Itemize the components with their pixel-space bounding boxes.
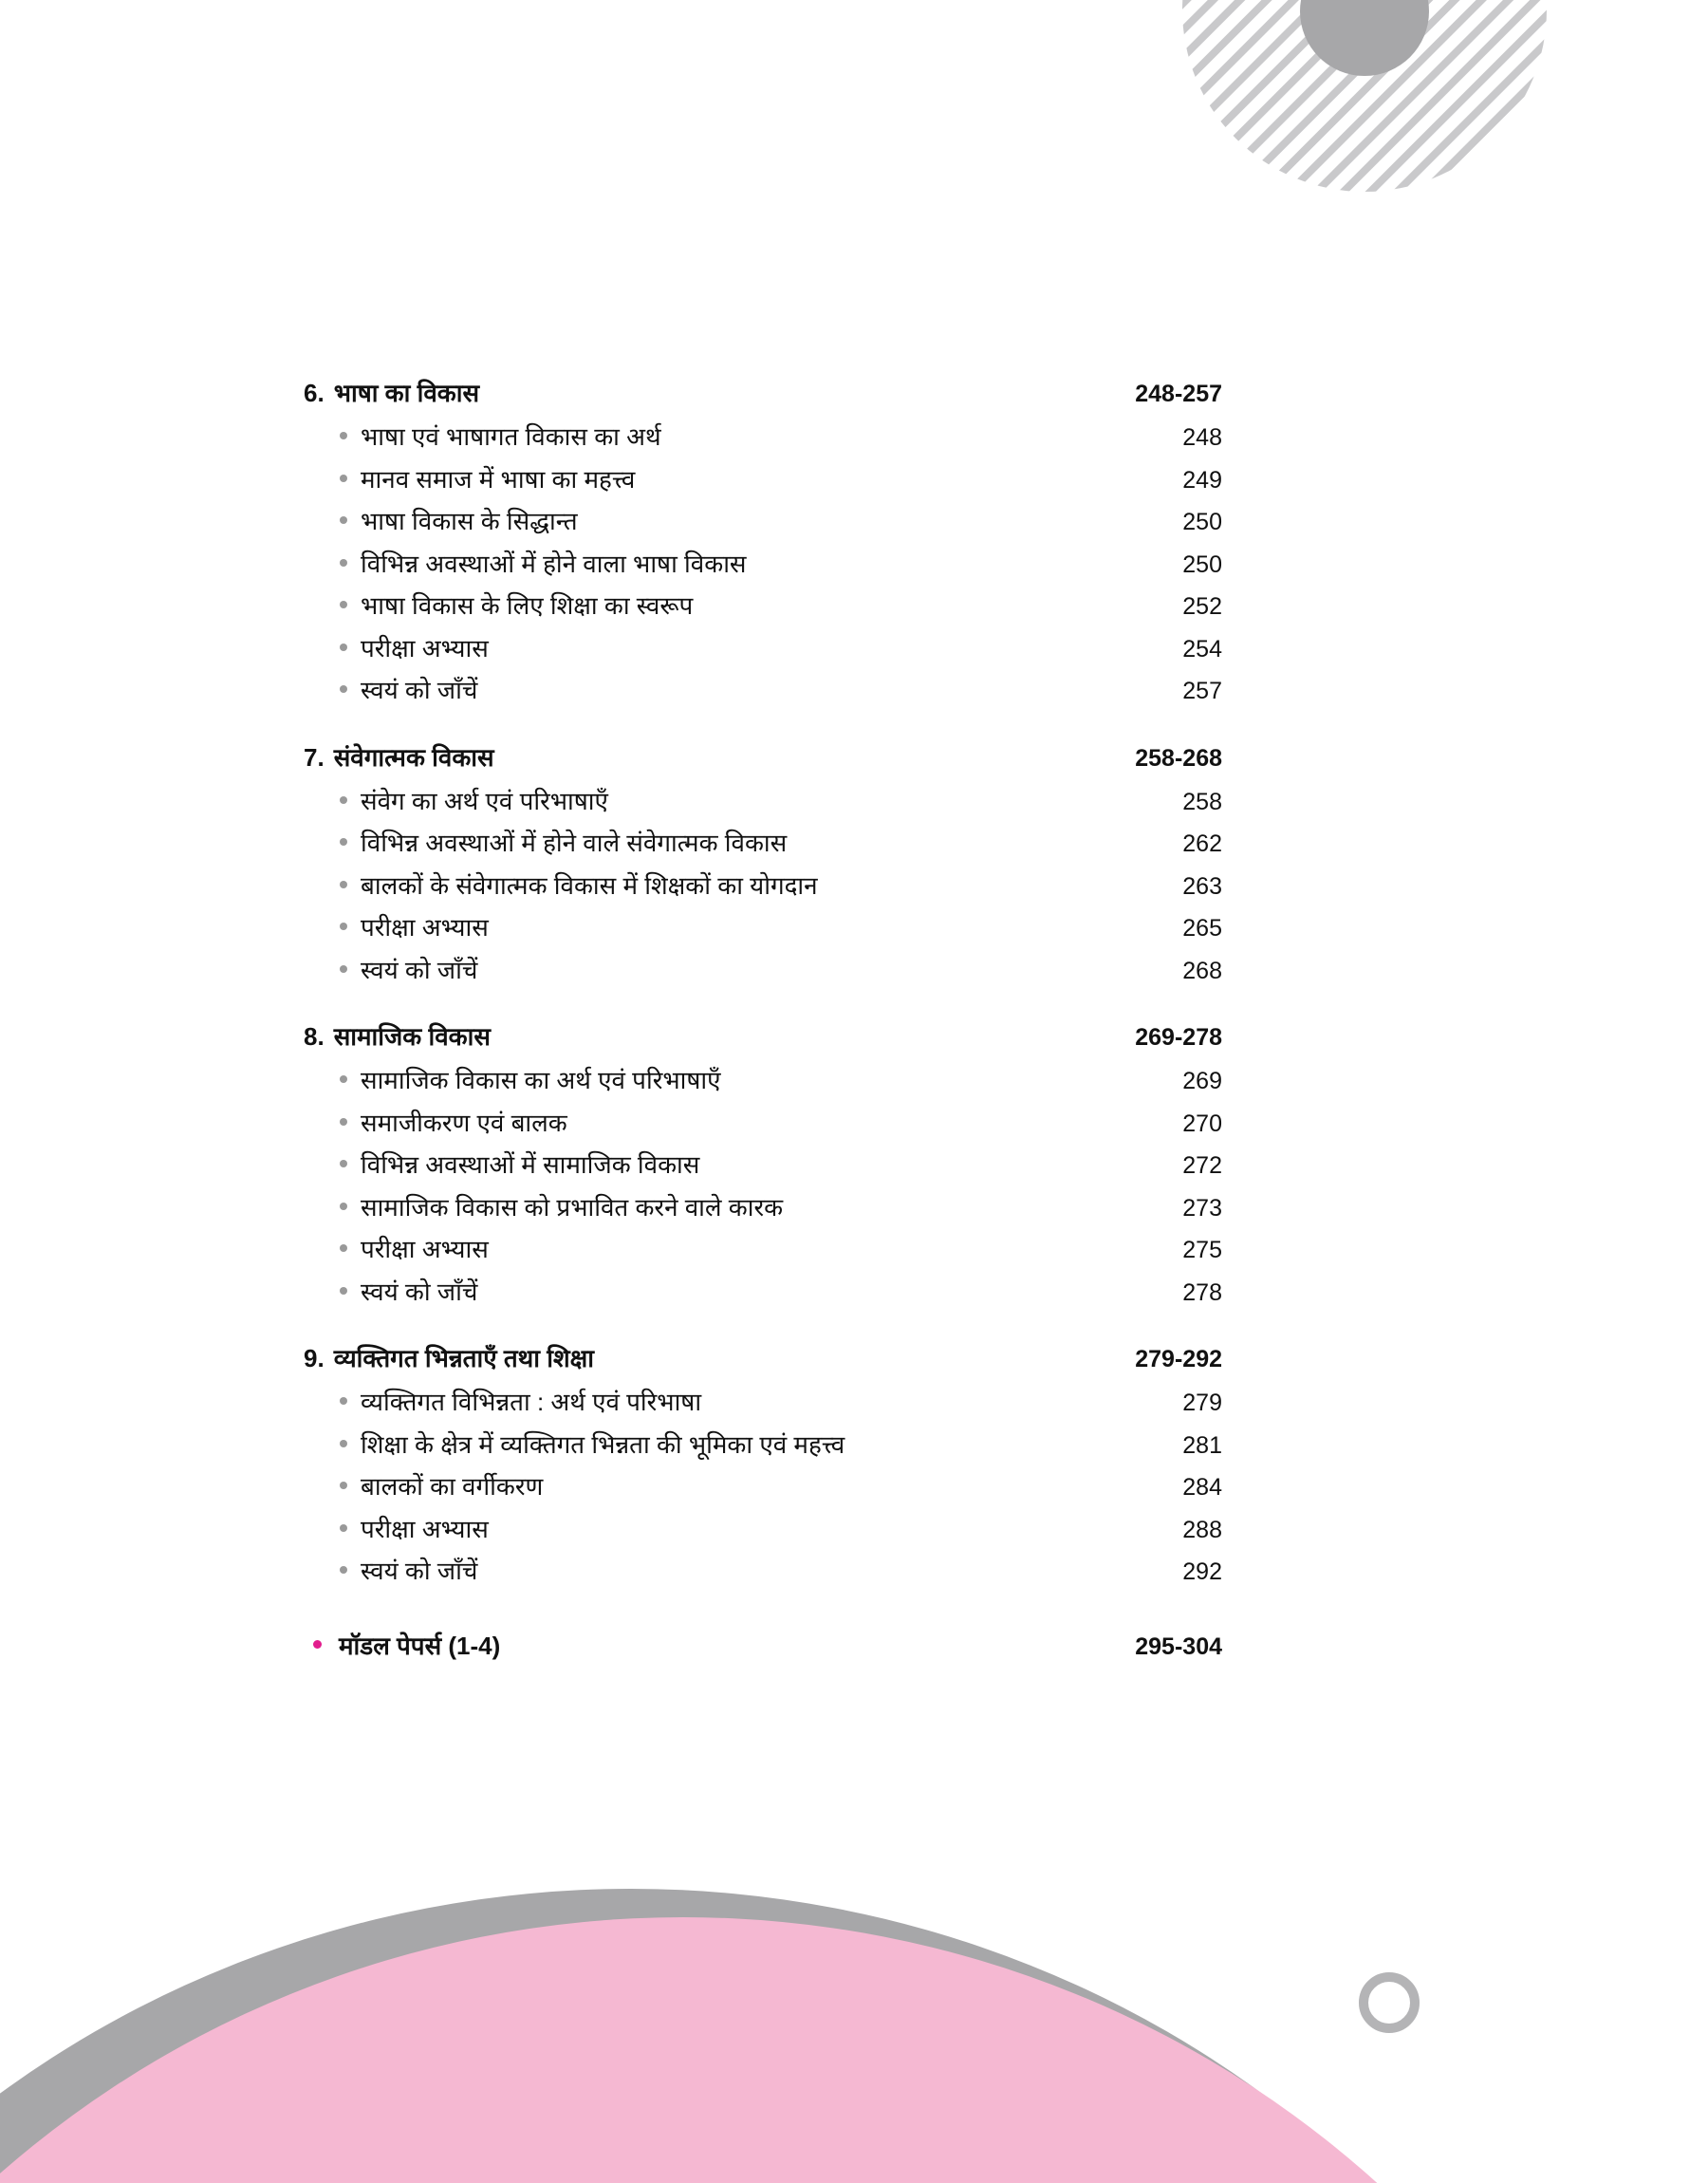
bullet-icon [340, 1397, 347, 1405]
toc-item [304, 909, 1222, 952]
item-page: 265 [1182, 915, 1222, 942]
chapter-number: 9. [304, 1344, 325, 1372]
model-papers-text: मॉडल पेपर्स (1-4) [339, 1631, 501, 1660]
item-page: 270 [1182, 1110, 1222, 1137]
item-page: 288 [1182, 1516, 1222, 1543]
item-text: परीक्षा अभ्यास [361, 1514, 489, 1543]
toc-item [304, 1231, 1222, 1274]
bullet-icon [340, 838, 347, 846]
item-text: परीक्षा अभ्यास [361, 913, 489, 942]
item-page: 250 [1182, 550, 1222, 578]
toc-item [304, 419, 1222, 461]
toc-item [304, 1427, 1222, 1469]
chapter-page-range: 248-257 [1135, 381, 1222, 407]
chapter-title-text: भाषा का विकास [333, 379, 480, 407]
chapter-heading [304, 1018, 1222, 1062]
bullet-icon [340, 1160, 347, 1167]
chapter-title [304, 1018, 491, 1053]
item-text: समाजीकरण एवं बालक [361, 1108, 567, 1137]
item-text: संवेग का अर्थ एवं परिभाषाएँ [361, 786, 608, 815]
bullet-icon [340, 1075, 347, 1083]
item-page: 281 [1182, 1431, 1222, 1459]
item-page: 248 [1182, 424, 1222, 451]
toc-item [304, 1274, 1222, 1316]
bullet-icon [340, 432, 347, 439]
model-papers-entry [304, 1628, 1222, 1662]
bullet-icon [340, 1482, 347, 1489]
bullet-icon [340, 1566, 347, 1574]
bullet-icon [340, 1524, 347, 1532]
chapter-title [304, 739, 494, 774]
item-text: सामाजिक विकास को प्रभावित करने वाले कारक [361, 1192, 784, 1222]
item-text: परीक्षा अभ्यास [361, 633, 489, 662]
item-text: व्यक्तिगत विभिन्नता : अर्थ एवं परिभाषा [361, 1388, 702, 1416]
toc-item [304, 672, 1222, 715]
item-text: बालकों के संवेगात्मक विकास में शिक्षकों का योगदान [361, 870, 818, 900]
item-page: 279 [1182, 1390, 1222, 1416]
chapter-page-range: 269-278 [1135, 1024, 1222, 1051]
item-text: विभिन्न अवस्थाओं में होने वाला भाषा विकास [361, 549, 747, 578]
item-page: 275 [1182, 1237, 1222, 1263]
chapter-9 [304, 1340, 1222, 1595]
item-page: 254 [1182, 635, 1222, 662]
item-text: मानव समाज में भाषा का महत्त्व [361, 464, 636, 494]
bullet-icon [340, 1244, 347, 1252]
toc-item [304, 868, 1222, 910]
item-text: भाषा विकास के सिद्धान्त [361, 507, 578, 535]
bullet-icon [340, 516, 347, 524]
bullet-icon [340, 685, 347, 693]
chapter-page-range: 279-292 [1135, 1346, 1222, 1372]
chapter-number: 7. [304, 742, 325, 772]
table-of-contents [304, 375, 1222, 1662]
chapter-heading [304, 375, 1222, 419]
chapter-title-text: संवेगात्मक विकास [333, 742, 494, 772]
bullet-icon [340, 1287, 347, 1295]
toc-item [304, 1062, 1222, 1105]
item-text: स्वयं को जाँचें [361, 676, 478, 704]
item-page: 263 [1182, 872, 1222, 900]
item-text: स्वयं को जाँचें [361, 1557, 478, 1585]
item-page: 268 [1182, 957, 1222, 984]
item-text: भाषा विकास के लिए शिक्षा का स्वरूप [361, 591, 694, 620]
item-page: 250 [1182, 509, 1222, 535]
item-text: बालकों का वर्गीकरण [361, 1472, 544, 1501]
item-page: 258 [1182, 788, 1222, 815]
item-page: 249 [1182, 466, 1222, 494]
toc-item [304, 952, 1222, 995]
item-page: 284 [1182, 1474, 1222, 1501]
toc-item [304, 1147, 1222, 1189]
chapter-heading [304, 1340, 1222, 1384]
bullet-icon [340, 796, 347, 804]
toc-item [304, 1189, 1222, 1232]
chapter-heading [304, 739, 1222, 783]
item-text: भाषा एवं भाषागत विकास का अर्थ [361, 422, 661, 451]
chapter-title-text: व्यक्तिगत भिन्नताएँ तथा शिक्षा [333, 1344, 595, 1372]
toc-item [304, 1105, 1222, 1147]
bullet-icon [340, 923, 347, 930]
item-page: 257 [1182, 678, 1222, 704]
chapter-8 [304, 1018, 1222, 1315]
bullet-icon [340, 1203, 347, 1210]
item-text: विभिन्न अवस्थाओं में सामाजिक विकास [361, 1150, 700, 1179]
item-text: परीक्षा अभ्यास [361, 1235, 489, 1263]
ring-decoration [1364, 1977, 1415, 2028]
bullet-icon [340, 881, 347, 888]
bullet-icon [340, 559, 347, 567]
toc-item [304, 461, 1222, 504]
chapter-title-text: सामाजिक विकास [333, 1022, 491, 1051]
pink-bullet-icon [313, 1640, 322, 1649]
chapter-number: 8. [304, 1022, 325, 1051]
toc-item [304, 825, 1222, 868]
toc-item [304, 588, 1222, 630]
toc-item [304, 503, 1222, 546]
item-page: 252 [1182, 593, 1222, 620]
chapter-7 [304, 739, 1222, 995]
chapter-title [304, 375, 479, 409]
item-page: 292 [1182, 1558, 1222, 1585]
model-papers-title [313, 1628, 500, 1662]
toc-item [304, 1511, 1222, 1554]
chapter-number: 6. [304, 379, 325, 407]
toc-item [304, 546, 1222, 588]
bullet-icon [340, 601, 347, 608]
bullet-icon [340, 1440, 347, 1447]
toc-item [304, 783, 1222, 826]
item-page: 262 [1182, 830, 1222, 857]
toc-item [304, 1384, 1222, 1427]
toc-item [304, 1553, 1222, 1595]
item-text: विभिन्न अवस्थाओं में होने वाले संवेगात्मक विकास [361, 829, 788, 857]
item-page: 278 [1182, 1278, 1222, 1306]
bullet-icon [340, 644, 347, 651]
item-text: स्वयं को जाँचें [361, 1277, 478, 1306]
chapter-title [304, 1340, 594, 1374]
chapter-page-range: 258-268 [1135, 744, 1222, 772]
item-text: सामाजिक विकास का अर्थ एवं परिभाषाएँ [361, 1066, 721, 1094]
item-page: 273 [1182, 1194, 1222, 1222]
toc-item [304, 1468, 1222, 1511]
bullet-icon [340, 475, 347, 482]
bullet-icon [340, 965, 347, 973]
item-text: स्वयं को जाँचें [361, 955, 478, 984]
item-page: 272 [1182, 1152, 1222, 1179]
item-page: 269 [1182, 1068, 1222, 1094]
item-text: शिक्षा के क्षेत्र में व्यक्तिगत भिन्नता की भूमिका एवं महत्त्व [361, 1429, 845, 1459]
toc-item [304, 630, 1222, 673]
chapter-6 [304, 375, 1222, 715]
bullet-icon [340, 1118, 347, 1126]
model-papers-range: 295-304 [1135, 1633, 1222, 1660]
